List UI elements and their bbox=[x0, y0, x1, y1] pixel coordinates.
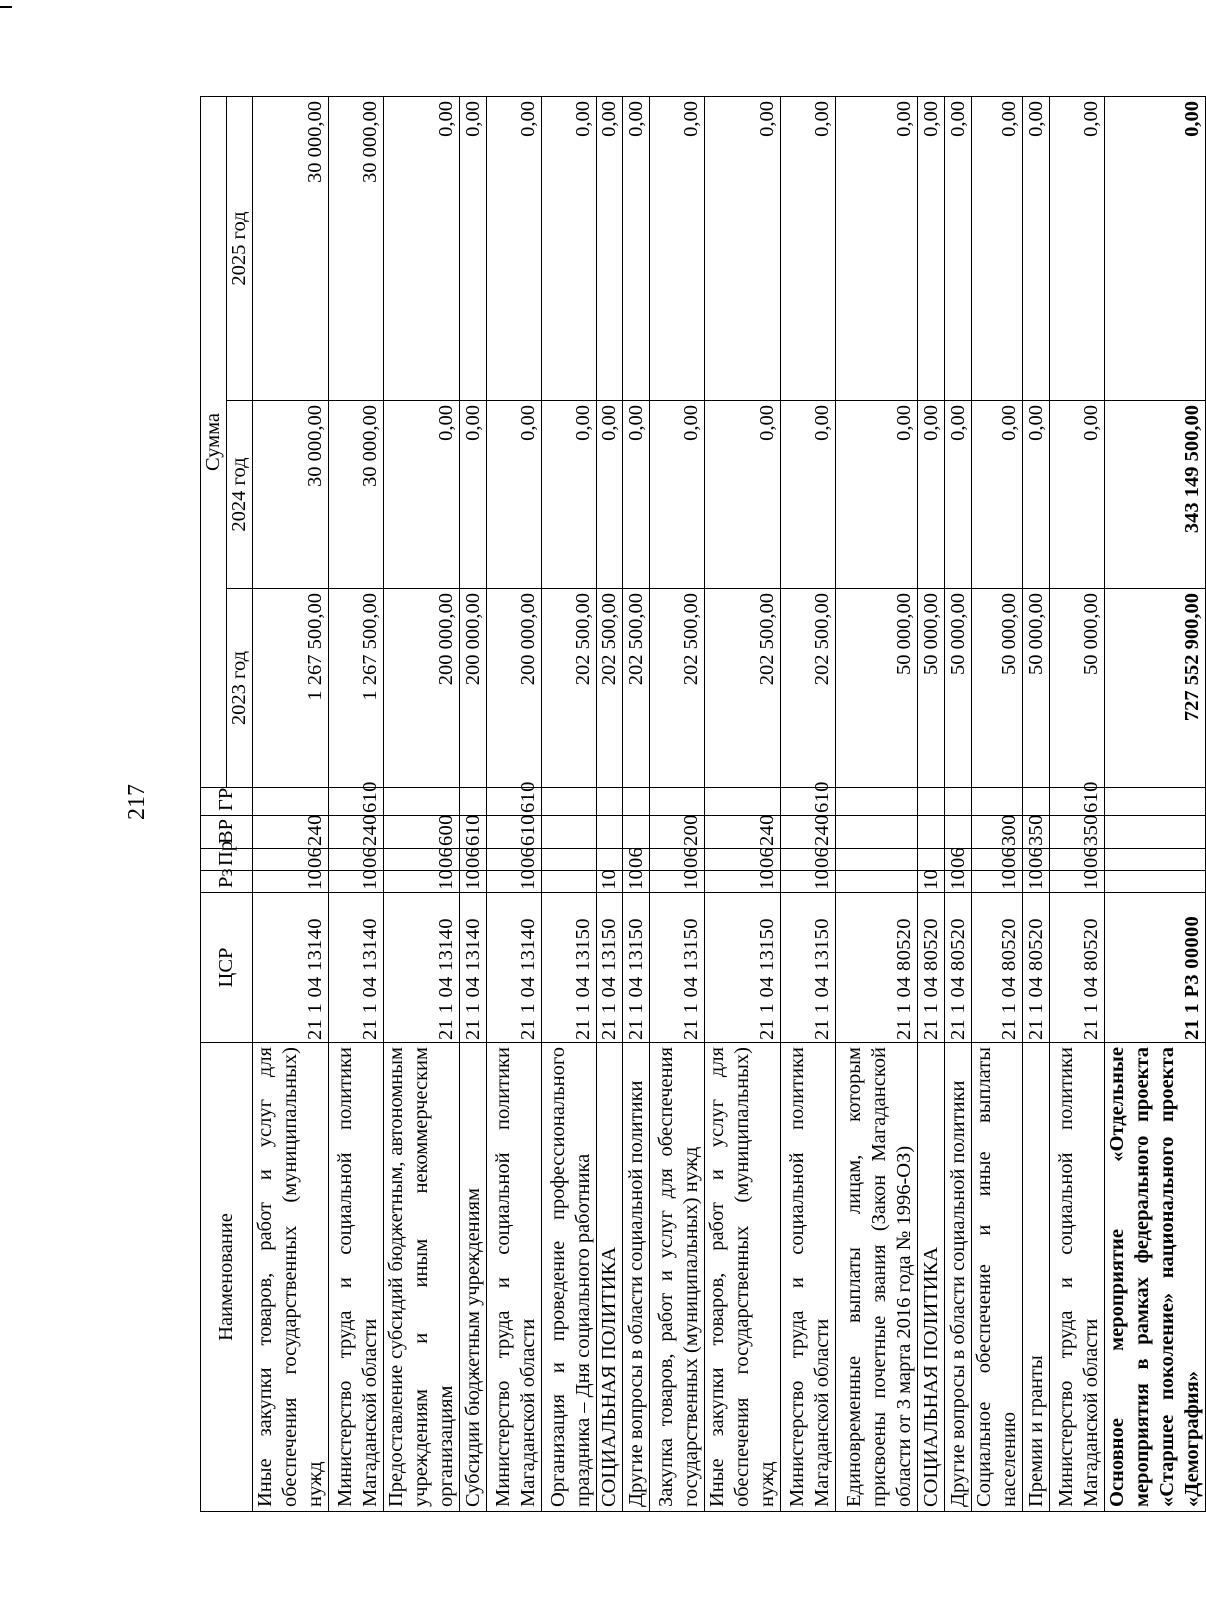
row-csr: 21 1 04 80520 bbox=[836, 893, 918, 1043]
row-sum-2024: 0,00 bbox=[1050, 401, 1105, 589]
row-vr: 240 bbox=[329, 816, 384, 849]
table-row bbox=[623, 96, 650, 1511]
row-sum-2024: 0,00 bbox=[487, 401, 542, 589]
row-vr bbox=[542, 816, 597, 849]
header-2025: 2025 год bbox=[227, 96, 253, 400]
row-vr: 600 bbox=[384, 816, 460, 849]
table-row bbox=[384, 96, 460, 1511]
table-row bbox=[329, 96, 384, 1511]
row-gr: 610 bbox=[329, 788, 384, 816]
row-pr: 06 bbox=[623, 849, 650, 871]
row-pr bbox=[1105, 849, 1206, 871]
row-vr bbox=[597, 816, 623, 849]
row-sum-2025: 0,00 bbox=[1105, 96, 1206, 400]
row-name: СОЦИАЛЬНАЯ ПОЛИТИКА bbox=[918, 1043, 945, 1512]
header-vr: ВР bbox=[201, 816, 253, 849]
row-rz bbox=[1105, 871, 1206, 893]
row-pr: 06 bbox=[460, 849, 487, 871]
row-pr: 06 bbox=[972, 849, 1023, 871]
row-rz: 10 bbox=[384, 871, 460, 893]
row-sum-2025: 0,00 bbox=[623, 96, 650, 400]
table-row bbox=[972, 96, 1023, 1511]
row-sum-2023: 50 000,00 bbox=[945, 589, 972, 788]
row-csr: 21 1 04 13150 bbox=[781, 893, 836, 1043]
row-vr: 350 bbox=[1023, 816, 1050, 849]
row-sum-2023: 50 000,00 bbox=[918, 589, 945, 788]
row-name: Другие вопросы в области социальной политики bbox=[945, 1043, 972, 1512]
table-row bbox=[253, 96, 329, 1511]
row-rz: 10 bbox=[329, 871, 384, 893]
table-row bbox=[918, 96, 945, 1511]
row-sum-2025: 0,00 bbox=[487, 96, 542, 400]
row-sum-2025: 0,00 bbox=[918, 96, 945, 400]
row-pr: 06 bbox=[1050, 849, 1105, 871]
row-rz: 10 bbox=[918, 871, 945, 893]
row-name: Премии и гранты bbox=[1023, 1043, 1050, 1512]
header-gr: ГР bbox=[201, 788, 253, 816]
row-sum-2025: 0,00 bbox=[836, 96, 918, 400]
row-sum-2025: 30 000,00 bbox=[253, 96, 329, 400]
budget-table-sheet bbox=[200, 97, 1203, 1512]
header-name: Наименование bbox=[201, 1043, 253, 1512]
row-csr: 21 1 04 13140 bbox=[384, 893, 460, 1043]
row-csr: 21 1 P3 00000 bbox=[1105, 893, 1206, 1043]
row-rz bbox=[836, 871, 918, 893]
row-sum-2025: 30 000,00 bbox=[329, 96, 384, 400]
row-csr: 21 1 04 80520 bbox=[1023, 893, 1050, 1043]
row-pr bbox=[836, 849, 918, 871]
row-name: СОЦИАЛЬНАЯ ПОЛИТИКА bbox=[597, 1043, 623, 1512]
row-csr: 21 1 04 13140 bbox=[253, 893, 329, 1043]
row-sum-2025: 0,00 bbox=[1023, 96, 1050, 400]
row-pr: 06 bbox=[781, 849, 836, 871]
row-name: Иные закупки товаров, работ и услуг для обеспечения государственных (муниципальных) нужд bbox=[705, 1043, 781, 1512]
row-gr: 610 bbox=[487, 788, 542, 816]
page-number: 217 bbox=[124, 784, 150, 820]
table-row bbox=[705, 96, 781, 1511]
row-sum-2024: 0,00 bbox=[781, 401, 836, 589]
row-sum-2023: 200 000,00 bbox=[487, 589, 542, 788]
row-gr bbox=[460, 788, 487, 816]
row-pr: 06 bbox=[705, 849, 781, 871]
row-csr: 21 1 04 13150 bbox=[623, 893, 650, 1043]
row-csr: 21 1 04 13150 bbox=[705, 893, 781, 1043]
row-sum-2024: 0,00 bbox=[384, 401, 460, 589]
budget-table bbox=[200, 96, 1206, 1512]
row-sum-2025: 0,00 bbox=[1050, 96, 1105, 400]
table-row bbox=[781, 96, 836, 1511]
row-sum-2023: 202 500,00 bbox=[597, 589, 623, 788]
table-row bbox=[487, 96, 542, 1511]
row-sum-2023: 200 000,00 bbox=[384, 589, 460, 788]
row-sum-2024: 0,00 bbox=[623, 401, 650, 589]
row-sum-2025: 0,00 bbox=[460, 96, 487, 400]
row-name: Социальное обеспечение и иные выплаты населению bbox=[972, 1043, 1023, 1512]
row-name: Закупка товаров, работ и услуг для обеспечения государственных (муниципальных) нужд bbox=[650, 1043, 705, 1512]
row-rz: 10 bbox=[1050, 871, 1105, 893]
row-csr: 21 1 04 80520 bbox=[972, 893, 1023, 1043]
row-pr: 06 bbox=[487, 849, 542, 871]
row-csr: 21 1 04 80520 bbox=[945, 893, 972, 1043]
row-gr bbox=[945, 788, 972, 816]
row-name: Министерство труда и социальной политики Магаданской области bbox=[1050, 1043, 1105, 1512]
row-rz: 10 bbox=[945, 871, 972, 893]
row-rz: 10 bbox=[650, 871, 705, 893]
row-sum-2024: 0,00 bbox=[972, 401, 1023, 589]
row-pr: 06 bbox=[253, 849, 329, 871]
row-gr bbox=[597, 788, 623, 816]
row-sum-2024: 30 000,00 bbox=[329, 401, 384, 589]
table-row bbox=[1050, 96, 1105, 1511]
row-pr bbox=[597, 849, 623, 871]
row-vr bbox=[945, 816, 972, 849]
row-sum-2023: 50 000,00 bbox=[972, 589, 1023, 788]
row-pr: 06 bbox=[945, 849, 972, 871]
row-sum-2025: 0,00 bbox=[945, 96, 972, 400]
row-sum-2024: 0,00 bbox=[945, 401, 972, 589]
row-rz: 10 bbox=[597, 871, 623, 893]
header-csr: ЦСР bbox=[201, 893, 253, 1043]
row-name: Субсидии бюджетным учреждениям bbox=[460, 1043, 487, 1512]
row-pr: 06 bbox=[329, 849, 384, 871]
row-gr bbox=[836, 788, 918, 816]
row-csr: 21 1 04 13150 bbox=[650, 893, 705, 1043]
row-sum-2023: 202 500,00 bbox=[705, 589, 781, 788]
table-row bbox=[542, 96, 597, 1511]
row-gr bbox=[972, 788, 1023, 816]
table-row bbox=[1105, 96, 1206, 1511]
row-vr bbox=[623, 816, 650, 849]
row-sum-2024: 0,00 bbox=[542, 401, 597, 589]
row-sum-2023: 200 000,00 bbox=[460, 589, 487, 788]
row-gr: 610 bbox=[781, 788, 836, 816]
row-vr: 350 bbox=[1050, 816, 1105, 849]
row-gr bbox=[542, 788, 597, 816]
row-vr: 240 bbox=[705, 816, 781, 849]
row-sum-2024: 0,00 bbox=[918, 401, 945, 589]
row-sum-2024: 30 000,00 bbox=[253, 401, 329, 589]
row-rz: 10 bbox=[460, 871, 487, 893]
row-rz: 10 bbox=[623, 871, 650, 893]
row-sum-2023: 202 500,00 bbox=[650, 589, 705, 788]
row-gr bbox=[650, 788, 705, 816]
row-sum-2023: 50 000,00 bbox=[836, 589, 918, 788]
row-rz: 10 bbox=[705, 871, 781, 893]
row-name: Другие вопросы в области социальной политики bbox=[623, 1043, 650, 1512]
row-name: Министерство труда и социальной политики Магаданской области bbox=[329, 1043, 384, 1512]
row-name: Организация и проведение профессионального праздника – Дня социального работника bbox=[542, 1043, 597, 1512]
row-gr bbox=[1023, 788, 1050, 816]
row-pr: 06 bbox=[384, 849, 460, 871]
header-sum: Сумма bbox=[201, 96, 227, 787]
row-vr: 240 bbox=[781, 816, 836, 849]
row-name: Министерство труда и социальной политики Магаданской области bbox=[487, 1043, 542, 1512]
row-name: Единовременные выплаты лицам, которым присвоены почетные звания (Закон Магаданской области от 3 марта 2016 года № 1996-ОЗ) bbox=[836, 1043, 918, 1512]
row-vr: 610 bbox=[487, 816, 542, 849]
table-row bbox=[460, 96, 487, 1511]
row-pr bbox=[918, 849, 945, 871]
row-sum-2025: 0,00 bbox=[781, 96, 836, 400]
row-sum-2024: 0,00 bbox=[650, 401, 705, 589]
row-vr bbox=[918, 816, 945, 849]
row-sum-2024: 0,00 bbox=[460, 401, 487, 589]
row-vr: 300 bbox=[972, 816, 1023, 849]
row-vr bbox=[836, 816, 918, 849]
row-csr: 21 1 04 13150 bbox=[597, 893, 623, 1043]
row-sum-2023: 50 000,00 bbox=[1023, 589, 1050, 788]
row-sum-2023: 727 552 900,00 bbox=[1105, 589, 1206, 788]
row-sum-2024: 0,00 bbox=[1023, 401, 1050, 589]
row-sum-2023: 202 500,00 bbox=[542, 589, 597, 788]
row-csr: 21 1 04 13140 bbox=[487, 893, 542, 1043]
row-rz: 10 bbox=[972, 871, 1023, 893]
table-row bbox=[945, 96, 972, 1511]
table-row bbox=[650, 96, 705, 1511]
table-row bbox=[836, 96, 918, 1511]
row-sum-2025: 0,00 bbox=[650, 96, 705, 400]
row-sum-2023: 50 000,00 bbox=[1050, 589, 1105, 788]
row-vr: 200 bbox=[650, 816, 705, 849]
row-vr bbox=[1105, 816, 1206, 849]
row-sum-2025: 0,00 bbox=[972, 96, 1023, 400]
header-pr: Пр bbox=[201, 849, 253, 871]
table-row bbox=[1023, 96, 1050, 1511]
row-name: Основное мероприятие «Отдельные мероприятия в рамках федерального проекта «Старшее поколение» национального проекта «Демография» bbox=[1105, 1043, 1206, 1512]
row-csr: 21 1 04 13140 bbox=[329, 893, 384, 1043]
row-rz: 10 bbox=[781, 871, 836, 893]
row-sum-2025: 0,00 bbox=[597, 96, 623, 400]
row-sum-2024: 0,00 bbox=[597, 401, 623, 589]
header-2024: 2024 год bbox=[227, 401, 253, 589]
row-rz: 10 bbox=[253, 871, 329, 893]
row-csr: 21 1 04 80520 bbox=[918, 893, 945, 1043]
row-sum-2023: 202 500,00 bbox=[781, 589, 836, 788]
row-csr: 21 1 04 13150 bbox=[542, 893, 597, 1043]
row-sum-2023: 1 267 500,00 bbox=[329, 589, 384, 788]
table-row bbox=[597, 96, 623, 1511]
row-name: Министерство труда и социальной политики Магаданской области bbox=[781, 1043, 836, 1512]
row-pr bbox=[542, 849, 597, 871]
row-gr bbox=[1105, 788, 1206, 816]
row-sum-2024: 0,00 bbox=[705, 401, 781, 589]
row-vr: 240 bbox=[253, 816, 329, 849]
row-gr bbox=[705, 788, 781, 816]
row-sum-2025: 0,00 bbox=[384, 96, 460, 400]
scan-edge-mark bbox=[0, 6, 12, 8]
row-csr: 21 1 04 13140 bbox=[460, 893, 487, 1043]
row-vr: 610 bbox=[460, 816, 487, 849]
row-sum-2023: 1 267 500,00 bbox=[253, 589, 329, 788]
row-rz: 10 bbox=[487, 871, 542, 893]
row-gr bbox=[384, 788, 460, 816]
row-name: Иные закупки товаров, работ и услуг для обеспечения государственных (муниципальных) нужд bbox=[253, 1043, 329, 1512]
row-gr bbox=[623, 788, 650, 816]
row-csr: 21 1 04 80520 bbox=[1050, 893, 1105, 1043]
row-name: Предоставление субсидий бюджетным, автономным учреждениям и иным некоммерческим организациям bbox=[384, 1043, 460, 1512]
row-gr bbox=[918, 788, 945, 816]
row-sum-2024: 0,00 bbox=[836, 401, 918, 589]
header-2023: 2023 год bbox=[227, 589, 253, 788]
row-sum-2025: 0,00 bbox=[542, 96, 597, 400]
row-pr: 06 bbox=[650, 849, 705, 871]
row-pr: 06 bbox=[1023, 849, 1050, 871]
row-sum-2023: 202 500,00 bbox=[623, 589, 650, 788]
row-rz bbox=[542, 871, 597, 893]
header-rz: Рз bbox=[201, 871, 253, 893]
row-rz: 10 bbox=[1023, 871, 1050, 893]
table-body bbox=[253, 96, 1206, 1511]
row-sum-2024: 343 149 500,00 bbox=[1105, 401, 1206, 589]
row-gr bbox=[253, 788, 329, 816]
row-sum-2025: 0,00 bbox=[705, 96, 781, 400]
row-gr: 610 bbox=[1050, 788, 1105, 816]
